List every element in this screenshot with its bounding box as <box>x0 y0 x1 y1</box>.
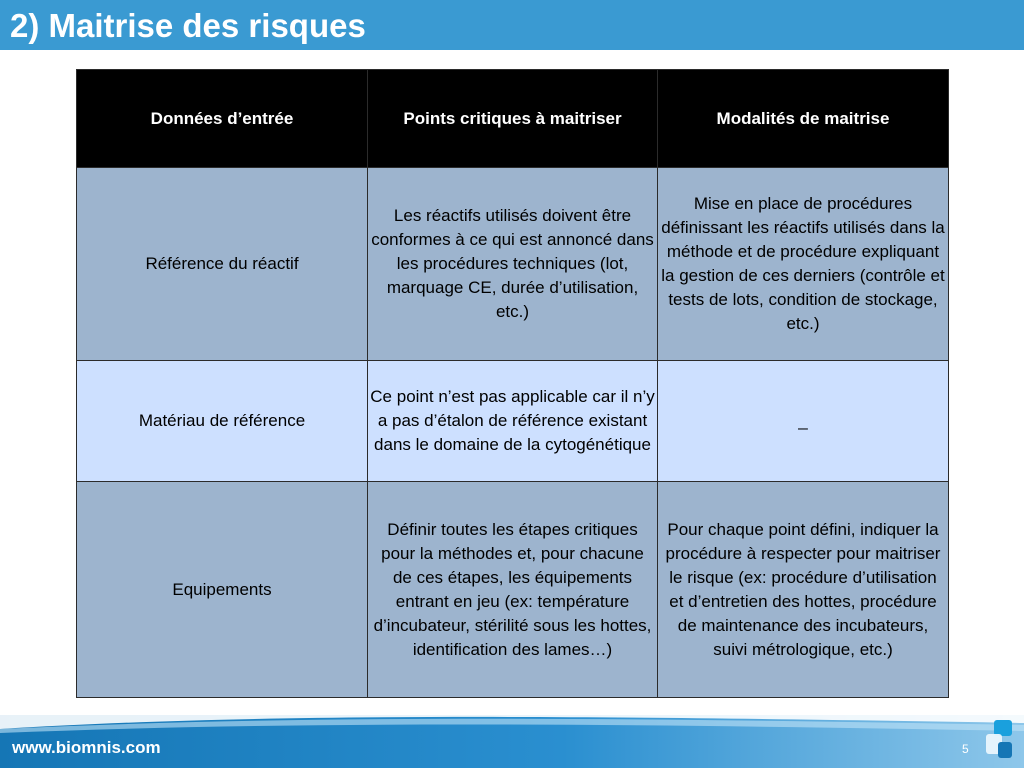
cell-control: Mise en place de procédures définissant les réactifs utilisés dans la méthode et de procédure expliquant la gestion de ces derniers (contrôle et tests de lots, condition de stockage, etc.) <box>658 168 949 361</box>
header-input: Données d’entrée <box>77 70 368 168</box>
cell-input: Référence du réactif <box>77 168 368 361</box>
cell-critical: Ce point n’est pas applicable car il n’y a pas d’étalon de référence existant dans le domaine de la cytogénétique <box>368 361 658 482</box>
header-control-methods: Modalités de maitrise <box>658 70 949 168</box>
biomnis-logo-icon <box>982 716 1016 764</box>
cell-input: Equipements <box>77 482 368 698</box>
table-row <box>77 168 949 361</box>
table-row <box>77 361 949 482</box>
page-number: 5 <box>962 742 969 756</box>
slide-title: 2) Maitrise des risques <box>10 7 366 44</box>
footer-url: www.biomnis.com <box>12 738 161 757</box>
header-row <box>77 70 949 168</box>
risk-table <box>76 69 949 698</box>
cell-control: _ <box>658 361 949 482</box>
cell-input: Matériau de référence <box>77 361 368 482</box>
title-bar <box>0 0 1024 50</box>
cell-critical: Les réactifs utilisés doivent être conformes à ce qui est annoncé dans les procédures techniques (lot, marquage CE, durée d’utilisation, etc.) <box>368 168 658 361</box>
cell-critical: Définir toutes les étapes critiques pour la méthodes et, pour chacune de ces étapes, les équipements entrant en jeu (ex: température d’incubateur, stérilité sous les hottes, identification des lames…) <box>368 482 658 698</box>
table-row <box>77 482 949 698</box>
footer-bar <box>0 715 1024 768</box>
header-critical-points: Points critiques à maitriser <box>368 70 658 168</box>
cell-control: Pour chaque point défini, indiquer la procédure à respecter pour maitriser le risque (ex: procédure d’utilisation et d’entretien des hottes, procédure de maintenance des incubateurs, suivi métrologique, etc.) <box>658 482 949 698</box>
